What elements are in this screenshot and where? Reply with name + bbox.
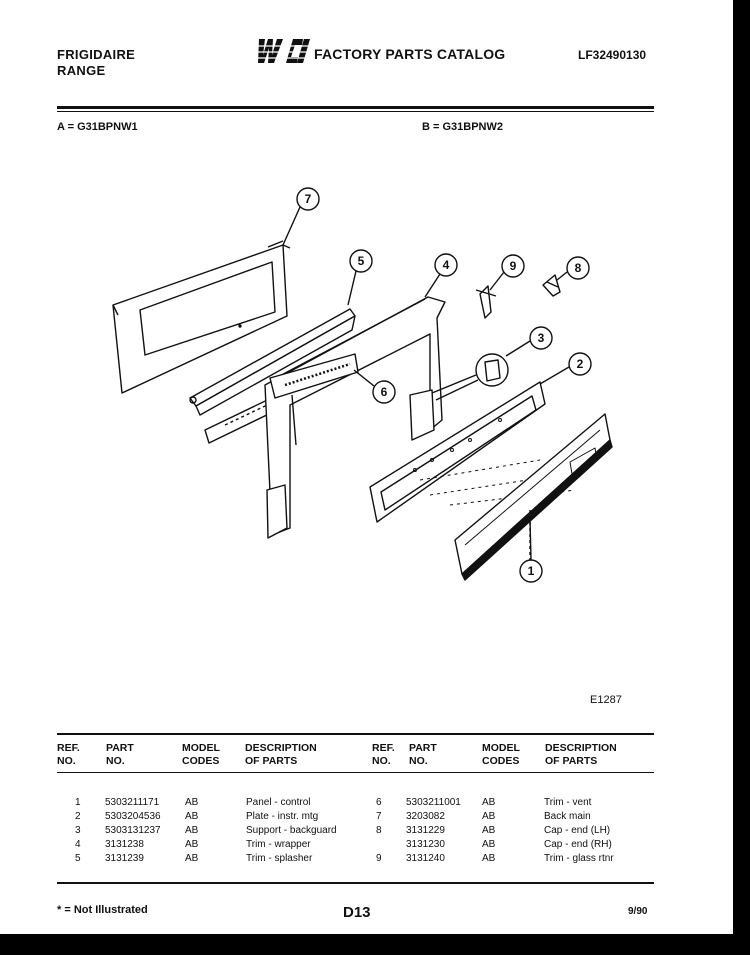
- model-codes-cell: AB: [482, 825, 496, 836]
- model-codes-cell: AB: [185, 839, 199, 850]
- callout-8: [557, 257, 589, 280]
- description-cell: Plate - instr. mtg: [246, 811, 319, 822]
- description-cell: Trim - wrapper: [246, 839, 311, 850]
- wrapper-trim-part: [265, 297, 445, 538]
- header-ref-no-right: REF. NO.: [372, 742, 395, 767]
- model-codes-cell: AB: [482, 853, 496, 864]
- description-cell: Trim - splasher: [246, 853, 313, 864]
- model-codes-cell: AB: [482, 839, 496, 850]
- callout-6-label: 6: [380, 385, 388, 399]
- part-no-cell: 3131229: [406, 825, 445, 836]
- backguard-support-part: [432, 354, 508, 400]
- table-row: [75, 839, 356, 853]
- part-no-cell: 3131238: [105, 839, 144, 850]
- part-no-cell: 5303131237: [105, 825, 161, 836]
- table-row: [376, 853, 644, 867]
- ref-no-cell: 8: [376, 825, 382, 836]
- part-no-cell: 5303211001: [406, 797, 461, 808]
- description-cell: Trim - glass rtnr: [544, 853, 614, 864]
- callout-2-label: 2: [576, 357, 584, 371]
- end-cap-part: [543, 275, 560, 296]
- model-b-label: B = G31BPNW2: [422, 121, 503, 133]
- table-row: [75, 825, 356, 839]
- model-codes-cell: AB: [185, 825, 199, 836]
- model-codes-cell: AB: [185, 797, 199, 808]
- ref-no-cell: [376, 839, 406, 853]
- callout-8-label: 8: [574, 261, 582, 275]
- header-model-codes-right: MODEL CODES: [482, 742, 520, 767]
- model-codes-cell: AB: [482, 797, 496, 808]
- callout-3-label: 3: [537, 331, 545, 345]
- glass-retainer-part: [476, 286, 496, 318]
- table-top-rule: [57, 733, 654, 735]
- callout-5-label: 5: [357, 254, 365, 268]
- callout-9-label: 9: [509, 259, 517, 273]
- callout-4-label: 4: [442, 258, 450, 272]
- table-row: [376, 811, 644, 825]
- description-cell: Cap - end (RH): [544, 839, 612, 850]
- callout-7: [283, 188, 319, 245]
- ref-no-cell: 4: [75, 839, 81, 850]
- ref-no-cell: 9: [376, 853, 382, 864]
- header-rule: [57, 106, 654, 109]
- product-type: RANGE: [57, 63, 106, 78]
- callout-6: [354, 370, 395, 403]
- catalog-title: FACTORY PARTS CATALOG: [314, 46, 506, 62]
- ref-no-cell: 3: [75, 825, 81, 836]
- brand-block: [57, 47, 135, 79]
- brand-name: FRIGIDAIRE: [57, 47, 136, 62]
- description-cell: Trim - vent: [544, 797, 592, 808]
- model-codes-cell: AB: [185, 811, 199, 822]
- parts-table-left: [75, 797, 356, 867]
- model-a-label: A = G31BPNW1: [57, 121, 138, 133]
- callout-9: [490, 255, 524, 290]
- part-no-cell: 3131240: [406, 853, 445, 864]
- description-cell: Back main: [544, 811, 591, 822]
- parts-table-right: [376, 797, 644, 867]
- model-codes-cell: AB: [482, 811, 496, 822]
- table-row: [376, 839, 644, 853]
- ref-no-cell: 5: [75, 853, 81, 864]
- callout-3: [506, 327, 552, 356]
- part-no-cell: 3131239: [105, 853, 144, 864]
- header-part-no-right: PART NO.: [409, 742, 437, 767]
- table-header-rule: [57, 772, 654, 773]
- part-no-cell: 3131230: [406, 839, 445, 850]
- part-no-cell: 5303211171: [105, 797, 160, 808]
- part-no-cell: 3203082: [406, 811, 445, 822]
- ref-no-cell: 7: [376, 811, 382, 822]
- footer-note: * = Not Illustrated: [57, 904, 148, 916]
- catalog-number: LF32490130: [578, 48, 647, 62]
- header-part-no: PART NO.: [106, 742, 134, 767]
- header-description-right: DESCRIPTION OF PARTS: [545, 742, 617, 767]
- description-cell: Support - backguard: [246, 825, 337, 836]
- revision-date: 9/90: [628, 906, 648, 917]
- callout-2: [540, 353, 591, 384]
- callout-1-label: 1: [527, 564, 535, 578]
- table-bottom-rule: [57, 882, 654, 884]
- description-cell: Cap - end (LH): [544, 825, 611, 836]
- table-row: [376, 797, 644, 811]
- model-codes-cell: AB: [185, 853, 199, 864]
- table-row: [75, 797, 356, 811]
- part-no-cell: 5303204536: [105, 811, 161, 822]
- ref-no-cell: 6: [376, 797, 382, 808]
- callout-7-label: 7: [304, 192, 312, 206]
- page-number: D13: [343, 904, 371, 921]
- header-model-codes: MODEL CODES: [182, 742, 220, 767]
- header-description: DESCRIPTION OF PARTS: [245, 742, 317, 767]
- header-rule-thin: [57, 111, 654, 112]
- description-cell: Panel - control: [246, 797, 311, 808]
- table-row: [75, 853, 356, 867]
- header-ref-no: REF. NO.: [57, 742, 80, 767]
- figure-number: E1287: [590, 694, 622, 706]
- ref-no-cell: 1: [75, 797, 81, 808]
- exploded-parts-diagram: [0, 170, 733, 590]
- callout-4: [425, 254, 457, 297]
- ref-no-cell: 2: [75, 811, 81, 822]
- wci-logo: [255, 37, 311, 67]
- table-row: [376, 825, 644, 839]
- table-row: [75, 811, 356, 825]
